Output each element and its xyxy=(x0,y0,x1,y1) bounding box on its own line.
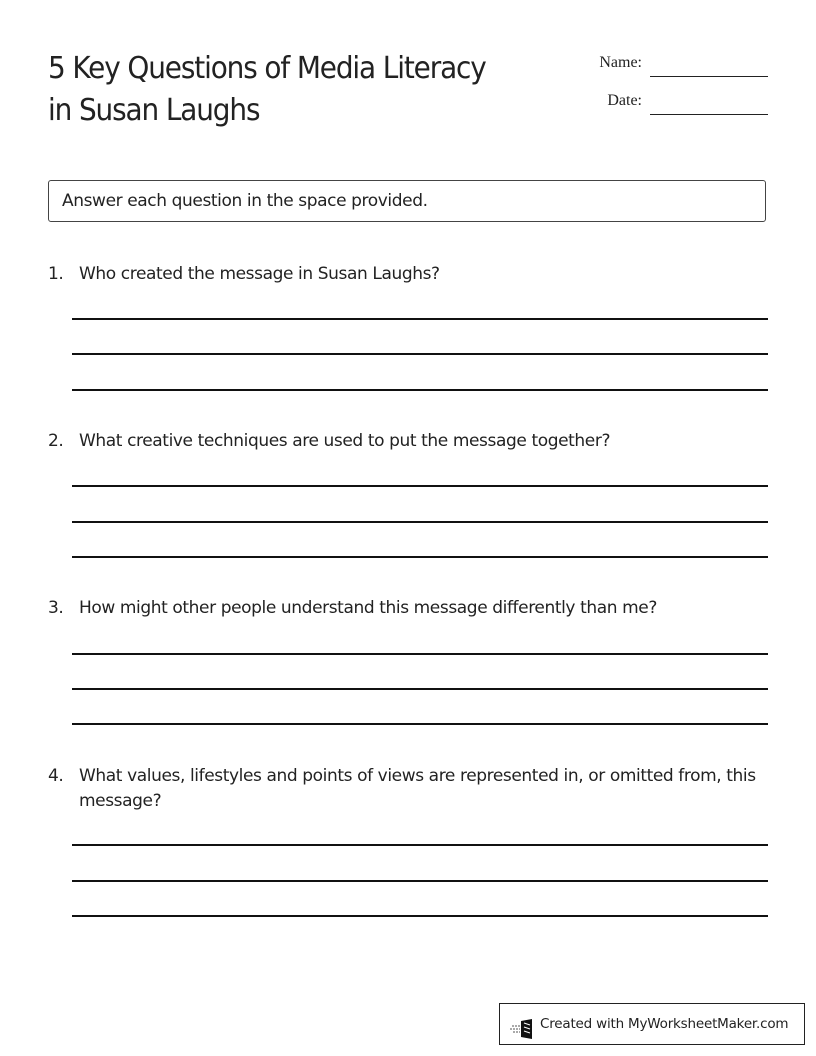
answer-line[interactable] xyxy=(72,915,768,917)
question-number: 2. xyxy=(48,431,64,451)
answer-line[interactable] xyxy=(72,844,768,846)
answer-line[interactable] xyxy=(72,556,768,558)
title-line-1: 5 Key Questions of Media Literacy xyxy=(48,51,486,86)
question-text: What values, lifestyles and points of views are represented in, or omitted from, this message? xyxy=(79,766,756,811)
answer-line[interactable] xyxy=(72,389,768,391)
question-text: How might other people understand this message differently than me? xyxy=(79,598,657,618)
name-label: Name: xyxy=(599,54,642,71)
answer-line[interactable] xyxy=(72,688,768,690)
question-number: 3. xyxy=(48,598,64,618)
name-input-line[interactable] xyxy=(650,76,768,77)
answer-line[interactable] xyxy=(72,880,768,882)
title-line-2: in Susan Laughs xyxy=(48,93,260,128)
answer-line[interactable] xyxy=(72,485,768,487)
footer-credit xyxy=(499,1003,805,1045)
date-input-line[interactable] xyxy=(650,114,768,115)
instructions-box: Answer each question in the space provided. xyxy=(48,180,766,222)
question-text: What creative techniques are used to put the message together? xyxy=(79,431,611,451)
question-number: 4. xyxy=(48,766,64,786)
worksheet-maker-logo-icon xyxy=(510,1015,536,1035)
answer-line[interactable] xyxy=(72,723,768,725)
question-text: Who created the message in Susan Laughs? xyxy=(79,264,440,284)
answer-line[interactable] xyxy=(72,653,768,655)
question-number: 1. xyxy=(48,264,64,284)
answer-line[interactable] xyxy=(72,353,768,355)
date-label: Date: xyxy=(607,92,642,109)
answer-line[interactable] xyxy=(72,318,768,320)
page-title xyxy=(48,48,532,132)
footer-text: Created with MyWorksheetMaker.com xyxy=(540,1016,789,1032)
answer-line[interactable] xyxy=(72,521,768,523)
